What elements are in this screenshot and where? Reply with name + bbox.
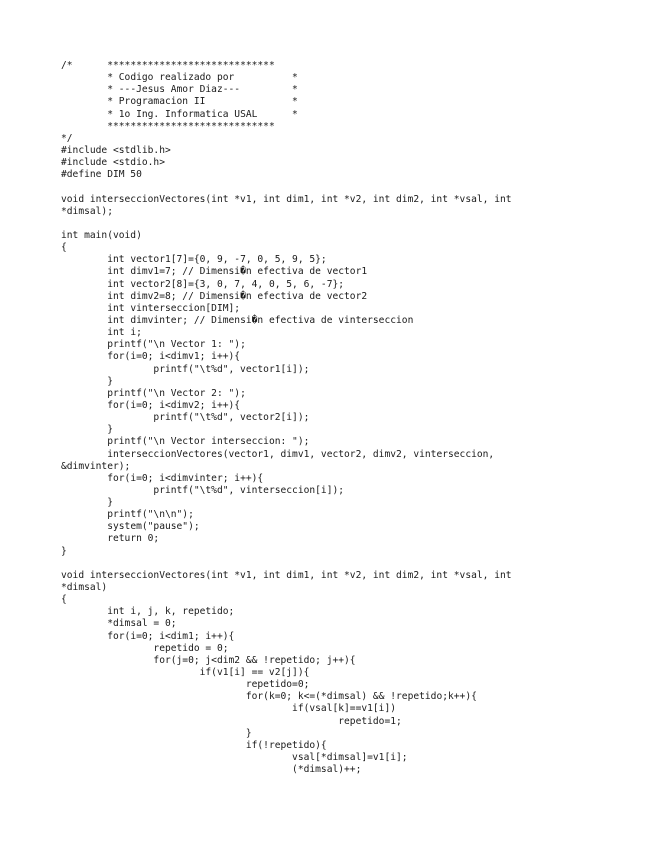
code-line: { <box>61 594 67 606</box>
code-line: interseccionVectores(vector1, dimv1, vector2, dimv2, vinterseccion, <box>61 448 495 460</box>
code-line: for(i=0; i<dimvinter; i++){ <box>61 472 264 484</box>
code-line: (*dimsal)++; <box>61 764 362 776</box>
code-line: { <box>61 242 67 254</box>
code-line: * Programacion II * <box>61 96 298 108</box>
code-line: * Codigo realizado por * <box>61 72 298 84</box>
code-line: void interseccionVectores(int *v1, int dim1, int *v2, int dim2, int *vsal, int <box>61 569 512 581</box>
code-line: for(j=0; j<dim2 && !repetido; j++){ <box>61 654 356 666</box>
code-line: if(!repetido){ <box>61 739 327 751</box>
code-line: repetido = 0; <box>61 642 229 654</box>
code-line: /* ***************************** <box>61 60 275 71</box>
code-line: printf("\n Vector 2: "); <box>61 387 246 399</box>
code-line: #include <stdio.h> <box>61 157 165 169</box>
code-line: for(k=0; k<=(*dimsal) && !repetido;k++){ <box>61 691 477 703</box>
code-line: *dimsal = 0; <box>61 618 177 630</box>
source-code-block <box>61 60 512 776</box>
code-line: } <box>61 727 252 739</box>
code-line: &dimvinter); <box>61 460 131 472</box>
code-line: #include <stdlib.h> <box>61 144 171 156</box>
code-line: vsal[*dimsal]=v1[i]; <box>61 752 408 764</box>
code-line: int vector2[8]={3, 0, 7, 4, 0, 5, 6, -7}; <box>61 278 345 290</box>
code-line: } <box>61 375 113 387</box>
code-line: */ <box>61 132 73 144</box>
code-line: #define DIM 50 <box>61 169 142 181</box>
code-line <box>61 218 512 230</box>
code-line: printf("\n Vector 1: "); <box>61 339 246 351</box>
code-line: system("pause"); <box>61 521 200 533</box>
code-line: *dimsal); <box>61 205 113 217</box>
code-line: repetido=0; <box>61 679 310 691</box>
code-line: * ---Jesus Amor Diaz--- * <box>61 84 298 96</box>
code-line: if(vsal[k]==v1[i]) <box>61 703 397 715</box>
code-line: for(i=0; i<dimv2; i++){ <box>61 399 241 411</box>
code-line: if(v1[i] == v2[j]){ <box>61 667 310 679</box>
code-line: int dimv2=8; // Dimensi�n efectiva de vector2 <box>61 290 368 302</box>
code-line <box>61 181 512 193</box>
code-line: printf("\t%d", vinterseccion[i]); <box>61 484 345 496</box>
code-line: printf("\t%d", vector2[i]); <box>61 412 310 424</box>
code-line: void interseccionVectores(int *v1, int dim1, int *v2, int dim2, int *vsal, int <box>61 193 512 205</box>
code-line: for(i=0; i<dimv1; i++){ <box>61 351 241 363</box>
code-line: return 0; <box>61 533 160 545</box>
code-line: int main(void) <box>61 229 142 241</box>
code-line: int dimv1=7; // Dimensi�n efectiva de vector1 <box>61 266 368 278</box>
code-line: printf("\n Vector interseccion: "); <box>61 436 310 448</box>
code-line: int vector1[7]={0, 9, -7, 0, 5, 9, 5}; <box>61 254 327 266</box>
code-line <box>61 558 512 570</box>
code-line: printf("\t%d", vector1[i]); <box>61 363 310 375</box>
code-line: int dimvinter; // Dimensi�n efectiva de vinterseccion <box>61 314 414 326</box>
code-line: ***************************** <box>61 120 275 132</box>
code-line: *dimsal) <box>61 582 108 594</box>
code-line: repetido=1; <box>61 715 402 727</box>
code-line: * 1o Ing. Informatica USAL * <box>61 108 298 120</box>
code-line: int vinterseccion[DIM]; <box>61 302 241 314</box>
code-line: } <box>61 545 67 557</box>
code-line: for(i=0; i<dim1; i++){ <box>61 630 235 642</box>
code-line: } <box>61 424 113 436</box>
code-line: } <box>61 497 113 509</box>
code-line: int i; <box>61 327 142 339</box>
code-line: int i, j, k, repetido; <box>61 606 235 618</box>
code-line: printf("\n\n"); <box>61 509 194 521</box>
